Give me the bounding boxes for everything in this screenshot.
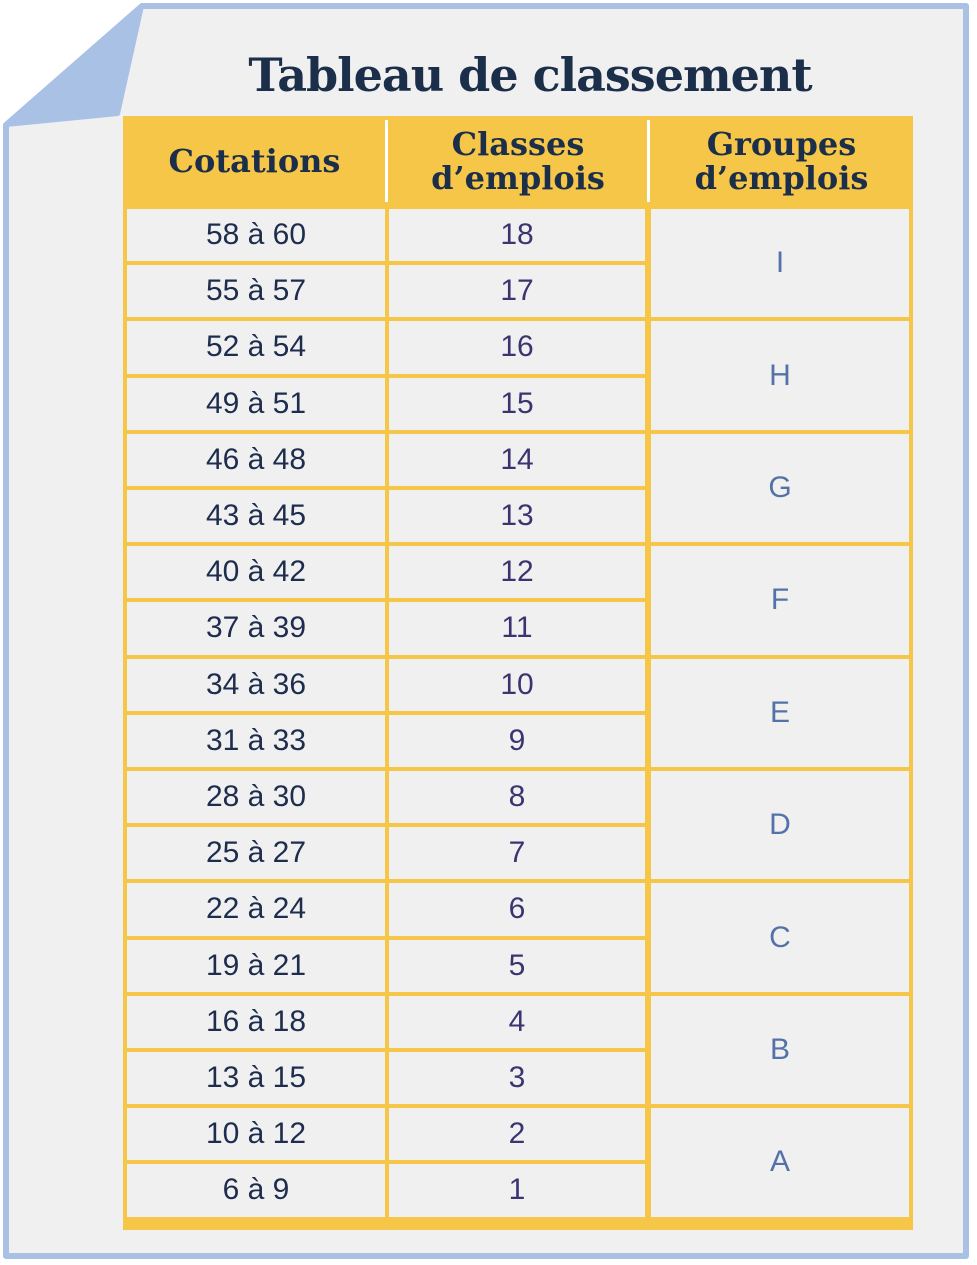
- classe-cell: 7: [389, 827, 645, 879]
- classe-cell: 17: [389, 265, 645, 317]
- header-classes-line2: d’emplois: [431, 159, 605, 197]
- cotation-cell: 46 à 48: [127, 434, 385, 486]
- cotation-cell: 6 à 9: [127, 1164, 385, 1216]
- cotation-cell: 34 à 36: [127, 659, 385, 711]
- groupe-cell: D: [651, 771, 909, 879]
- classe-cell: 5: [389, 940, 645, 992]
- groupe-cell: F: [651, 546, 909, 654]
- cotation-cell: 16 à 18: [127, 996, 385, 1048]
- header-classes-line1: Classes: [451, 125, 585, 163]
- cotation-cell: 13 à 15: [127, 1052, 385, 1104]
- header-groupes: [650, 116, 913, 206]
- cotation-cell: 55 à 57: [127, 265, 385, 317]
- groupe-cell: H: [651, 321, 909, 429]
- classe-cell: 8: [389, 771, 645, 823]
- classe-cell: 12: [389, 546, 645, 598]
- cotation-cell: 28 à 30: [127, 771, 385, 823]
- classe-cell: 9: [389, 715, 645, 767]
- page-title: Tableau de classement: [248, 48, 812, 102]
- cotation-cell: 58 à 60: [127, 209, 385, 261]
- classe-cell: 10: [389, 659, 645, 711]
- classe-cell: 16: [389, 321, 645, 373]
- groupe-cell: A: [651, 1108, 909, 1216]
- header-groupes-line1: Groupes: [706, 125, 857, 163]
- classe-cell: 13: [389, 490, 645, 542]
- cotation-cell: 31 à 33: [127, 715, 385, 767]
- classe-cell: 4: [389, 996, 645, 1048]
- cotation-cell: 52 à 54: [127, 321, 385, 373]
- groupe-cell: B: [651, 996, 909, 1104]
- groupe-cell: C: [651, 883, 909, 991]
- classe-cell: 15: [389, 378, 645, 430]
- classe-cell: 6: [389, 883, 645, 935]
- classe-cell: 3: [389, 1052, 645, 1104]
- classe-cell: 11: [389, 602, 645, 654]
- header-classes: [388, 116, 648, 206]
- cotation-cell: 10 à 12: [127, 1108, 385, 1160]
- header-cotations-label: Cotations: [168, 142, 341, 180]
- groupe-cell: G: [651, 434, 909, 542]
- groupe-cell: E: [651, 659, 909, 767]
- cotation-cell: 40 à 42: [127, 546, 385, 598]
- cotation-cell: 37 à 39: [127, 602, 385, 654]
- header-cotations: [123, 116, 386, 206]
- cotation-cell: 19 à 21: [127, 940, 385, 992]
- groupe-cell: I: [651, 209, 909, 317]
- cotation-cell: 25 à 27: [127, 827, 385, 879]
- classe-cell: 2: [389, 1108, 645, 1160]
- classe-cell: 1: [389, 1164, 645, 1216]
- cotation-cell: 49 à 51: [127, 378, 385, 430]
- classe-cell: 18: [389, 209, 645, 261]
- cotation-cell: 22 à 24: [127, 883, 385, 935]
- classification-table: [123, 116, 913, 1230]
- cotation-cell: 43 à 45: [127, 490, 385, 542]
- classe-cell: 14: [389, 434, 645, 486]
- header-groupes-line2: d’emplois: [694, 159, 869, 197]
